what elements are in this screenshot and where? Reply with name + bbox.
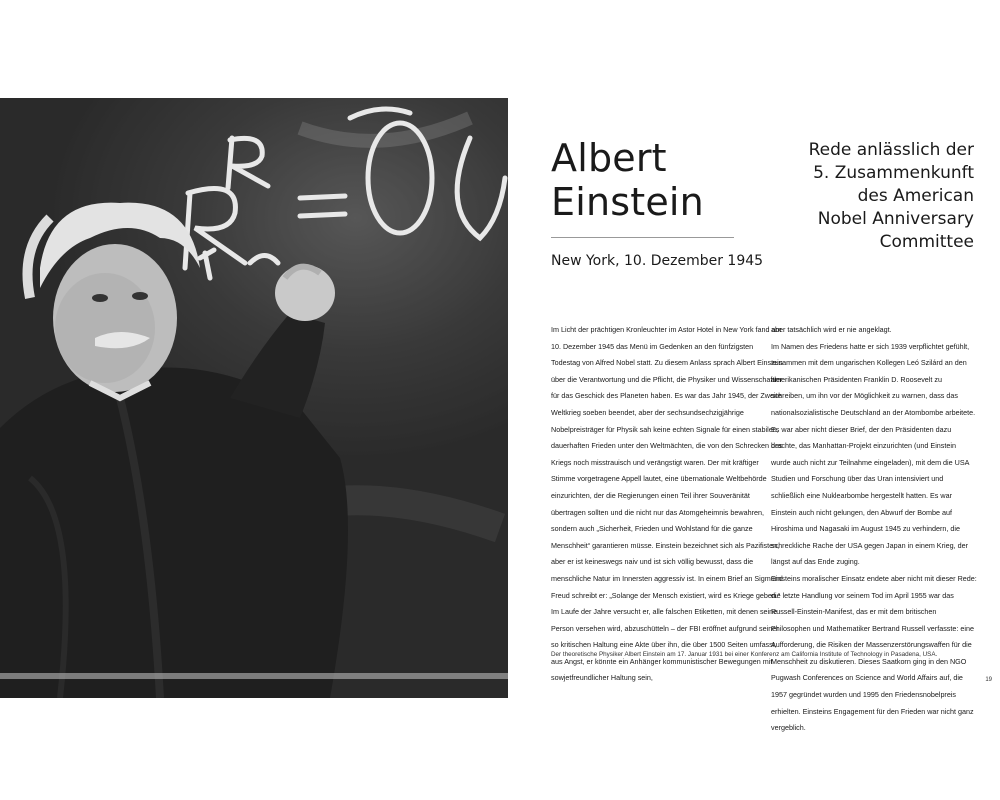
subtitle-line: Rede anlässlich der [808, 140, 974, 160]
subtitle-line: des American [857, 186, 974, 206]
subtitle-line: 5. Zusammenkunft [813, 163, 974, 183]
title-line: Einstein [551, 180, 704, 224]
title-divider [551, 237, 734, 238]
page-number: 19 [985, 677, 992, 683]
einstein-photo [0, 98, 508, 698]
article-subtitle [734, 139, 974, 254]
subtitle-line: Nobel Anniversary [817, 209, 974, 229]
body-paragraph: Im Licht der prächtigen Kronleuchter im Astor Hotel in New York fand am 10. Dezember 1945 das Menü im Gedenken an den fünfzigsten Todestag von Alfred Nobel statt. Zu diesem Anlass sprach Albert Einstein über die Verantwortung und die Pflicht, die Physiker und Wissenschaftler für das Geschick des Planeten haben. Es war das Jahr 1945, der Zweite Weltkrieg soeben beendet, aber der sechsundsechzigjährige Nobelpreisträger für Physik sah keine echten Signale für einen stabilen, dauerhaften Frieden unter den Weltmächten, die von den Schrecken des Kriegs noch misstrauisch und verängstigt waren. Der mit kräftiger Stimme vorgetragene Appell lautet, eine übernationale Weltbehörde einzurichten, der die Regierungen einen Teil ihrer Souveränität übertragen sollten und die nicht nur das Atomgeheimnis bewahren, sondern auch „Sicherheit, Frieden und Wohlstand für die ganze Menschheit“ garantieren müsse. Einstein bezeichnet sich als Pazifisten, aber er ist keineswegs naiv und ist sich völlig bewusst, dass die menschliche Natur im Innersten aggressiv ist. In einem Brief an Sigmund Freud schreibt er: „Solange der Mensch existiert, wird es Kriege geben.“ Im Laufe der Jahre versucht er, alle falschen Etiketten, mit denen seine Person versehen wird, abzuschütteln – der FBI eröffnet aufgrund seiner so kritischen Haltung eine Akte über ihn, die über 1500 Seiten umfasst, aus Angst, er könnte ein Anhänger kommunistischer Bewegungen mit sowjetfreundlicher Haltung sein, [551, 325, 783, 683]
body-paragraph: Im Namen des Friedens hatte er sich 1939 verpflichtet gefühlt, zusammen mit dem ungarischen Kollegen Leó Szilárd an den amerikanischen Präsidenten Franklin D. Roosevelt zu schreiben, um ihn vor der Möglichkeit zu warnen, dass das nationalsozialistische Deutschland an der Atombombe arbeitete. Es war aber nicht dieser Brief, der den Präsidenten dazu brachte, das Manhattan-Projekt einzurichten (und Einstein wurde auch nicht zur Teilnahme eingeladen), mit dem die USA Studien und Forschung über das Uran intensiviert und schließlich eine Nuklearbombe hergestellt hatten. Es war Einstein auch nicht gelungen, den Abwurf der Bombe auf Hiroshima und Nagasaki im August 1945 zu verhindern, die schreckliche Rache der USA gegen Japan in einem Krieg, der längst auf das Ende zuging. [771, 341, 976, 567]
dateline: New York, 10. Dezember 1945 [551, 253, 764, 269]
body-paragraph: Einsteins moralischer Einsatz endete aber nicht mit dieser Rede: die letzte Handlung vor seinem Tod im April 1955 war das Russell-Einstein-Manifest, das er mit dem britischen Philosophen und Mathematiker Bertrand Russell verfasste: eine Aufforderung, die Risiken der Massenzerstörungswaffen für die Menschheit zu diskutieren. Dieses Saatkorn ging in den NGO Pugwash Conferences on Science and World Affairs auf, die 1957 gegründet wurden und 1995 den Friedensnobelpreis erhielten. Einsteins Engagement für den Frieden war nicht ganz vergeblich. [771, 573, 977, 733]
article-title [551, 136, 751, 224]
body-column-left [551, 322, 783, 687]
photo-illustration [0, 98, 508, 698]
title-line: Albert [551, 136, 667, 180]
body-column-right [771, 322, 977, 737]
photo-caption: Der theoretische Physiker Albert Einstein am 17. Januar 1931 bei einer Konferenz am California Institute of Technology in Pasadena, USA. [551, 651, 938, 658]
subtitle-line: Committee [879, 232, 974, 252]
body-paragraph: aber tatsächlich wird er nie angeklagt. [771, 325, 892, 334]
